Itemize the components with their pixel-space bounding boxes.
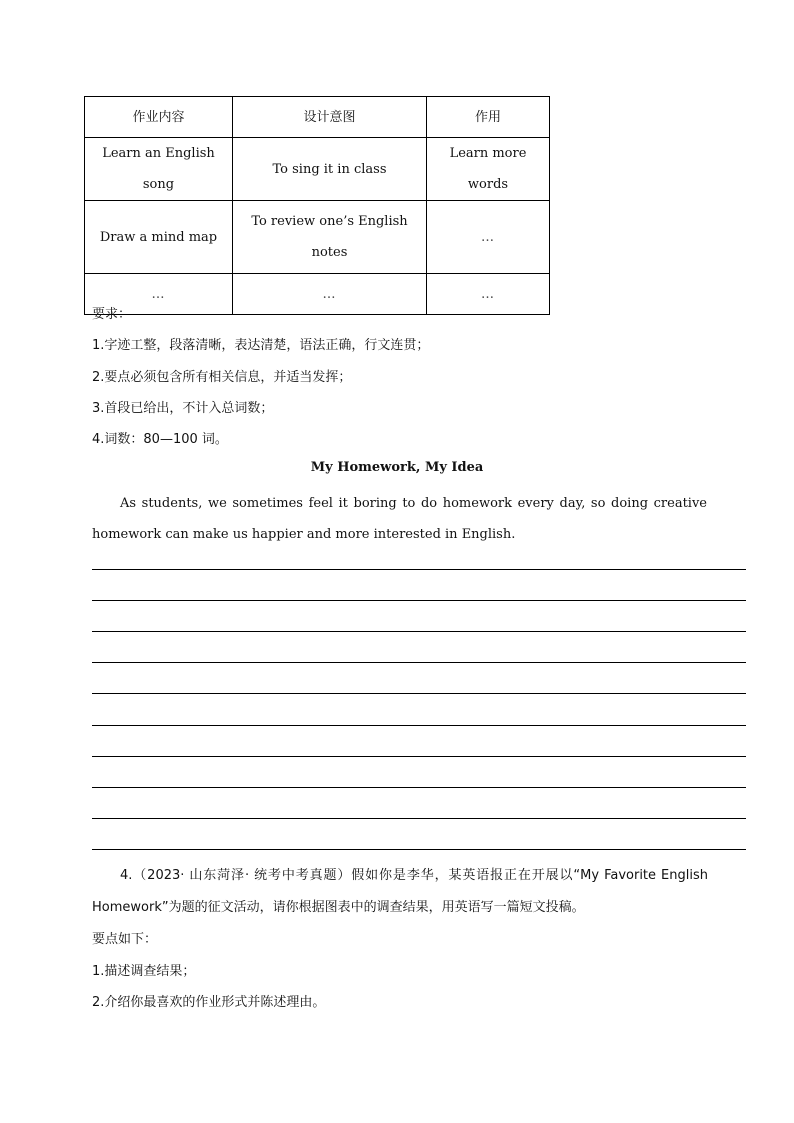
writing-line [92, 662, 746, 663]
requirement-item: 4.词数：80—100 词。 [92, 432, 228, 447]
requirements-heading: 要求： [92, 307, 132, 322]
table-cell: … [85, 274, 233, 315]
requirement-item: 3.首段已给出，不计入总词数； [92, 401, 274, 416]
table-cell: Learn more words [427, 138, 550, 201]
homework-table [84, 96, 550, 315]
essay-opening-paragraph: As students, we sometimes feel it boring to do homework every day, so doing creative homework can make us happier and more interested in English. [92, 496, 707, 542]
points-heading: 要点如下： [92, 932, 158, 947]
point-item: 2.介绍你最喜欢的作业形式并陈述理由。 [92, 995, 326, 1010]
writing-line [92, 818, 746, 819]
table-cell: … [427, 274, 550, 315]
table-cell: … [427, 201, 550, 274]
table-cell: Draw a mind map [85, 201, 233, 274]
writing-line [92, 756, 746, 757]
table-cell: … [233, 274, 427, 315]
requirement-item: 1.字迹工整，段落清晰，表达清楚，语法正确，行文连贯； [92, 338, 430, 353]
writing-line [92, 787, 746, 788]
table-header-cell: 设计意图 [233, 97, 427, 138]
writing-line [92, 600, 746, 601]
writing-line [92, 631, 746, 632]
table-row [85, 274, 550, 315]
point-item: 1.描述调查结果； [92, 964, 196, 979]
table-header-cell: 作业内容 [85, 97, 233, 138]
table-header-cell: 作用 [427, 97, 550, 138]
table-header-row [85, 97, 550, 138]
writing-line [92, 849, 746, 850]
writing-line [92, 693, 746, 694]
requirement-item: 2.要点必须包含所有相关信息，并适当发挥； [92, 370, 352, 385]
essay-title: My Homework, My Idea [310, 460, 484, 475]
writing-line [92, 725, 746, 726]
table-cell: To sing it in class [233, 138, 427, 201]
table-cell: Learn an English song [85, 138, 233, 201]
table-cell: To review one’s English notes [233, 201, 427, 274]
writing-line [92, 569, 746, 570]
question-4-prompt: 4.（2023· 山东菏泽· 统考中考真题）假如你是李华，某英语报正在开展以“My Favorite English Homework”为题的征文活动，请你根据图表中的调查结果，用英语写一篇短文投稿。 [92, 868, 708, 915]
table-row [85, 138, 550, 201]
table-row [85, 201, 550, 274]
